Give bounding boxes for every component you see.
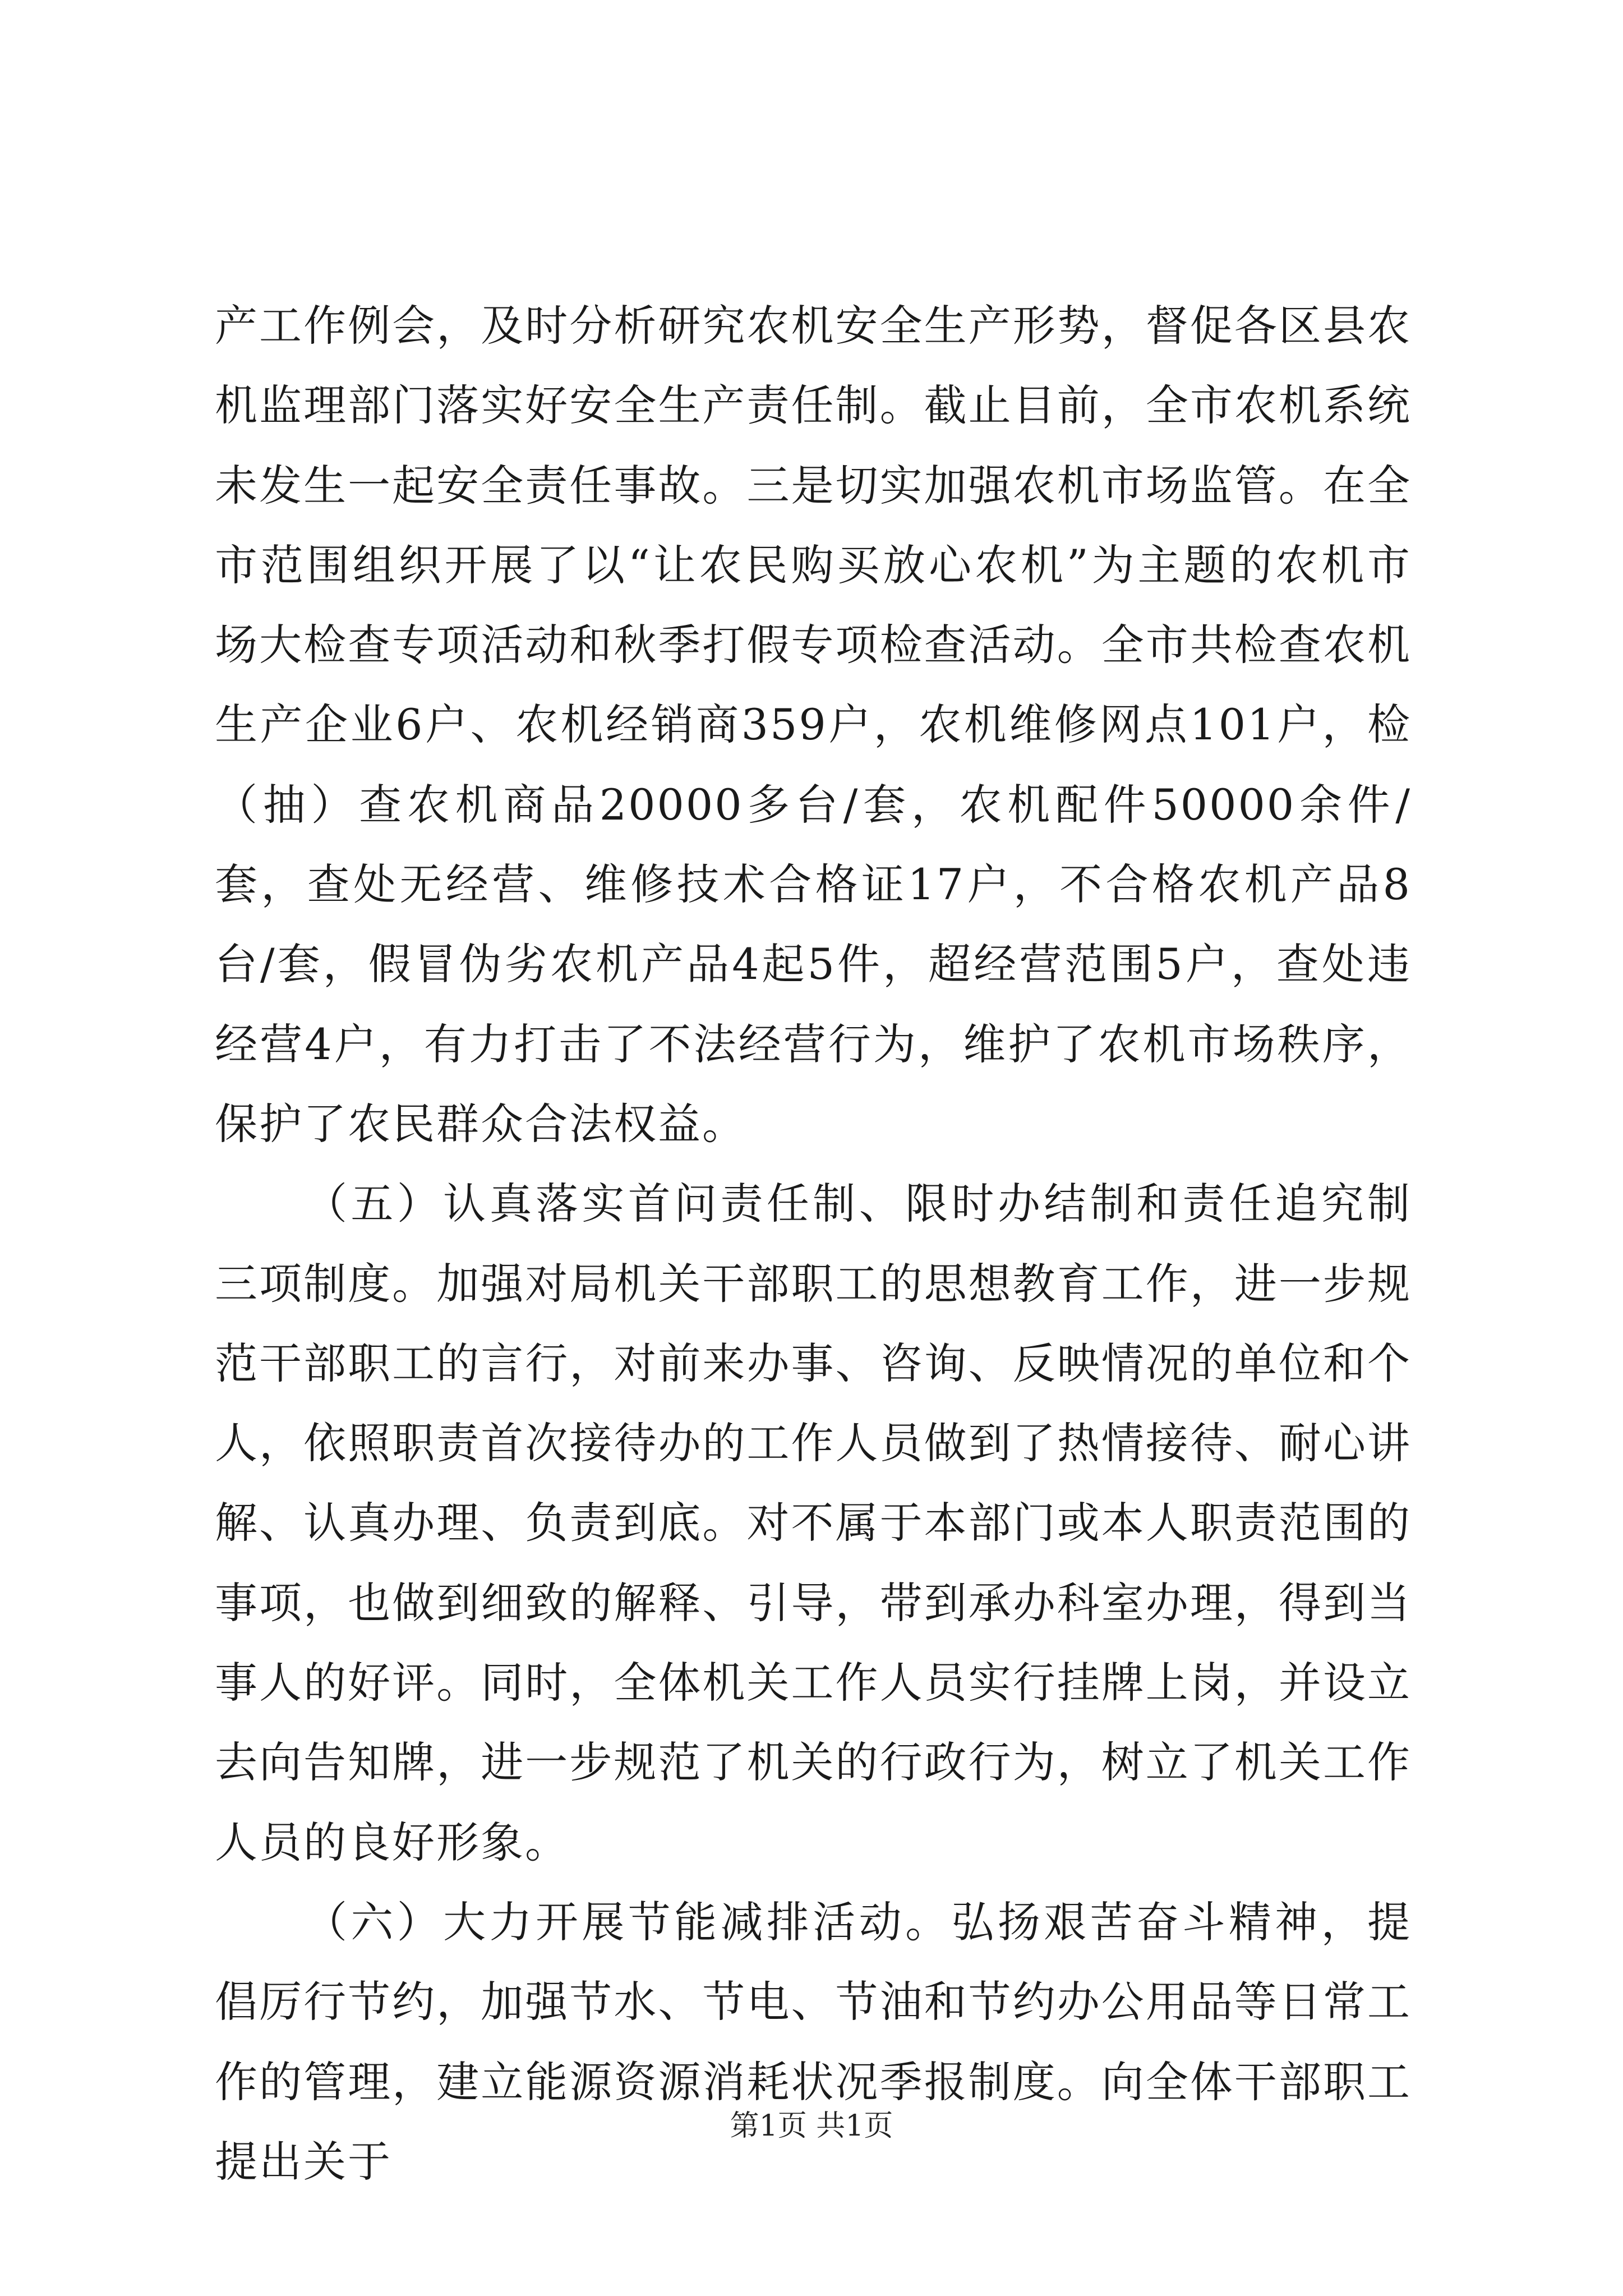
paragraph-continuation: 产工作例会，及时分析研究农机安全生产形势，督促各区县农机监理部门落实好安全生产责任制。截止目前，全市农机系统未发生一起安全责任事故。三是切实加强农机市场监管。在全市范围组织开展了以“让农民购买放心农机”为主题的农机市场大检查专项活动和秋季打假专项检查活动。全市共检查农机生产企业6户、农机经销商359户，农机维修网点101户，检（抽）查农机商品20000多台/套，农机配件50000余件/套，查处无经营、维修技术合格证17户，不合格农机产品8台/套，假冒伪劣农机产品4起5件，超经营范围5户，查处违经营4户，有力打击了不法经营行为，维护了农机市场秩序，保护了农民群众合法权益。 <box>215 301 1412 1149</box>
document-body <box>215 286 1412 2202</box>
paragraph-section-six: （六）大力开展节能减排活动。弘扬艰苦奋斗精神，提倡厉行节约，加强节水、节电、节油和节约办公用品等日常工作的管理，建立能源资源消耗状况季报制度。向全体干部职工提出关于 <box>215 1897 1412 2187</box>
paragraph-section-five: （五）认真落实首问责任制、限时办结制和责任追究制三项制度。加强对局机关干部职工的思想教育工作，进一步规范干部职工的言行，对前来办事、咨询、反映情况的单位和个人，依照职责首次接待办的工作人员做到了热情接待、耐心讲解、认真办理、负责到底。对不属于本部门或本人职责范围的事项，也做到细致的解释、引导，带到承办科室办理，得到当事人的好评。同时，全体机关工作人员实行挂牌上岗，并设立去向告知牌，进一步规范了机关的行政行为，树立了机关工作人员的良好形象。 <box>215 1179 1412 1867</box>
page-footer: 第1页 共1页 <box>730 2109 893 2143</box>
